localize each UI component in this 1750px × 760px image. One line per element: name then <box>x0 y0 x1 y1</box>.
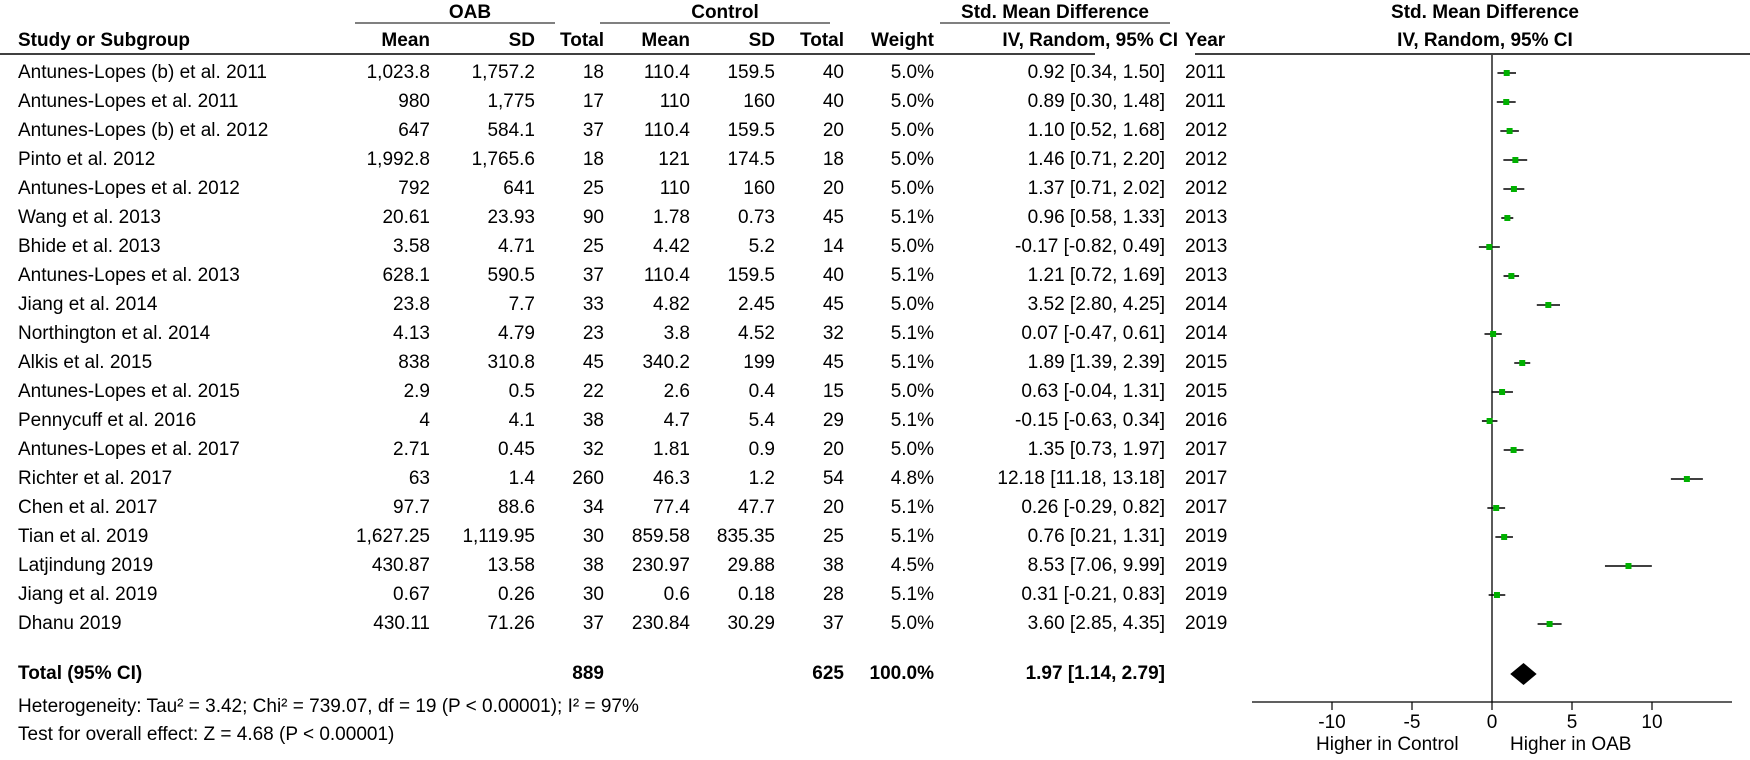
oab-sd: 1,765.6 <box>471 149 535 170</box>
study-name: Antunes-Lopes et al. 2015 <box>18 381 240 402</box>
study-name: Pinto et al. 2012 <box>18 149 156 170</box>
year: 2015 <box>1185 381 1228 402</box>
oab-total: 23 <box>582 323 604 344</box>
oab-total: 17 <box>582 91 604 112</box>
year: 2019 <box>1185 584 1228 605</box>
point-estimate <box>1547 621 1553 627</box>
control-mean: 230.97 <box>631 555 690 576</box>
control-total: 20 <box>822 497 844 518</box>
study-name: Chen et al. 2017 <box>18 497 158 518</box>
study-name: Northington et al. 2014 <box>18 323 211 344</box>
oab-sd: 310.8 <box>487 352 535 373</box>
control-total: 40 <box>822 91 844 112</box>
oab-mean: 628.1 <box>382 265 430 286</box>
year: 2019 <box>1185 526 1228 547</box>
header-smd: Std. Mean Difference <box>961 2 1149 23</box>
year: 2013 <box>1185 207 1228 228</box>
point-estimate <box>1487 418 1493 424</box>
point-estimate <box>1508 273 1514 279</box>
header-study: Study or Subgroup <box>18 30 191 51</box>
year: 2013 <box>1185 265 1228 286</box>
control-sd: 29.88 <box>727 555 775 576</box>
smd-ci: 1.46 [0.71, 2.20] <box>1027 149 1165 170</box>
header-oab-sd: SD <box>508 30 535 51</box>
plot-method: IV, Random, 95% CI <box>1397 30 1573 51</box>
oab-total: 18 <box>582 62 604 83</box>
heterogeneity-text: Heterogeneity: Tau² = 3.42; Chi² = 739.07, df = 19 (P < 0.00001); I² = 97% <box>18 696 639 717</box>
plot-marks <box>1252 55 1732 733</box>
smd-ci: 12.18 [11.18, 13.18] <box>997 468 1165 489</box>
year: 2019 <box>1185 555 1228 576</box>
weight: 5.0% <box>890 149 934 170</box>
study-name: Antunes-Lopes et al. 2011 <box>18 91 239 112</box>
control-mean: 110.4 <box>643 62 690 83</box>
control-total: 45 <box>822 352 844 373</box>
control-total: 15 <box>822 381 844 402</box>
smd-ci: 3.60 [2.85, 4.35] <box>1027 613 1165 634</box>
weight: 5.0% <box>890 294 934 315</box>
weight: 5.0% <box>890 62 934 83</box>
header-weight: Weight <box>871 30 934 51</box>
oab-mean: 1,627.25 <box>356 526 430 547</box>
point-estimate <box>1511 447 1517 453</box>
oab-sd: 4.1 <box>508 410 535 431</box>
point-estimate <box>1490 331 1496 337</box>
control-sd: 5.4 <box>748 410 775 431</box>
control-total: 32 <box>822 323 844 344</box>
oab-total: 37 <box>582 613 604 634</box>
oab-sd: 0.26 <box>498 584 535 605</box>
control-sd: 30.29 <box>727 613 775 634</box>
oab-sd: 13.58 <box>487 555 535 576</box>
smd-ci: 1.37 [0.71, 2.02] <box>1027 178 1165 199</box>
control-sd: 0.4 <box>748 381 775 402</box>
oab-sd: 1.4 <box>508 468 535 489</box>
study-name: Wang et al. 2013 <box>18 207 161 228</box>
weight: 5.1% <box>890 497 934 518</box>
control-sd: 159.5 <box>727 265 775 286</box>
year: 2017 <box>1185 439 1228 460</box>
weight: 5.1% <box>890 584 934 605</box>
point-estimate <box>1519 360 1525 366</box>
oab-total: 25 <box>582 178 604 199</box>
study-name: Antunes-Lopes et al. 2012 <box>18 178 240 199</box>
smd-ci: -0.15 [-0.63, 0.34] <box>1015 410 1165 431</box>
oab-mean: 430.87 <box>371 555 430 576</box>
study-name: Bhide et al. 2013 <box>18 236 161 257</box>
oab-mean: 1,023.8 <box>366 62 430 83</box>
oab-sd: 1,757.2 <box>471 62 535 83</box>
oab-total: 33 <box>582 294 604 315</box>
favours-left-label: Higher in Control <box>1316 734 1459 755</box>
oab-sd: 4.79 <box>498 323 535 344</box>
point-estimate <box>1493 505 1499 511</box>
control-sd: 0.9 <box>748 439 775 460</box>
control-total: 28 <box>822 584 844 605</box>
header-ctl-total: Total <box>800 30 844 51</box>
point-estimate <box>1504 215 1510 221</box>
oab-mean: 838 <box>398 352 430 373</box>
x-tick-label: -5 <box>1403 712 1421 733</box>
control-mean: 77.4 <box>653 497 690 518</box>
smd-ci: 0.26 [-0.29, 0.82] <box>1021 497 1165 518</box>
control-sd: 835.35 <box>716 526 775 547</box>
year: 2012 <box>1185 149 1228 170</box>
study-name: Jiang et al. 2019 <box>18 584 158 605</box>
control-total: 45 <box>822 294 844 315</box>
oab-mean: 792 <box>398 178 430 199</box>
control-total: 14 <box>822 236 844 257</box>
oab-mean: 647 <box>398 120 430 141</box>
point-estimate <box>1486 244 1492 250</box>
control-sd: 1.2 <box>748 468 775 489</box>
weight: 4.8% <box>890 468 934 489</box>
header-ctl-mean: Mean <box>641 30 690 51</box>
smd-ci: 0.07 [-0.47, 0.61] <box>1021 323 1165 344</box>
oab-sd: 71.26 <box>487 613 535 634</box>
smd-ci: 1.89 [1.39, 2.39] <box>1027 352 1165 373</box>
study-name: Latjindung 2019 <box>18 555 154 576</box>
oab-sd: 584.1 <box>487 120 535 141</box>
total-weight: 100.0% <box>869 663 934 684</box>
control-sd: 159.5 <box>727 120 775 141</box>
study-name: Dhanu 2019 <box>18 613 122 634</box>
x-tick-label: 10 <box>1641 712 1663 733</box>
control-sd: 47.7 <box>738 497 775 518</box>
smd-ci: 3.52 [2.80, 4.25] <box>1027 294 1165 315</box>
control-mean: 110.4 <box>643 120 690 141</box>
header-year: Year <box>1185 30 1226 51</box>
x-tick-label: -10 <box>1318 712 1346 733</box>
study-name: Antunes-Lopes et al. 2017 <box>18 439 240 460</box>
control-mean: 46.3 <box>653 468 690 489</box>
point-estimate <box>1684 476 1690 482</box>
point-estimate <box>1507 128 1513 134</box>
oab-sd: 641 <box>503 178 535 199</box>
oab-total: 90 <box>582 207 604 228</box>
total-oab: 889 <box>572 663 604 684</box>
control-mean: 110.4 <box>643 265 690 286</box>
year: 2012 <box>1185 120 1228 141</box>
study-name: Richter et al. 2017 <box>18 468 173 489</box>
total-ci: 1.97 [1.14, 2.79] <box>1025 663 1165 684</box>
control-sd: 0.73 <box>738 207 775 228</box>
control-total: 20 <box>822 439 844 460</box>
oab-mean: 4 <box>419 410 430 431</box>
oab-sd: 590.5 <box>487 265 535 286</box>
oab-mean: 430.11 <box>373 613 430 634</box>
smd-ci: 0.76 [0.21, 1.31] <box>1027 526 1165 547</box>
weight: 5.0% <box>890 236 934 257</box>
total-label: Total (95% CI) <box>18 663 143 684</box>
weight: 5.1% <box>890 207 934 228</box>
point-estimate <box>1504 70 1510 76</box>
control-sd: 160 <box>743 178 775 199</box>
study-name: Jiang et al. 2014 <box>18 294 158 315</box>
control-mean: 4.42 <box>653 236 690 257</box>
study-name: Alkis et al. 2015 <box>18 352 153 373</box>
overall-effect-text: Test for overall effect: Z = 4.68 (P < 0.00001) <box>18 724 395 745</box>
control-sd: 160 <box>743 91 775 112</box>
control-mean: 859.58 <box>631 526 690 547</box>
control-sd: 159.5 <box>727 62 775 83</box>
oab-total: 34 <box>582 497 604 518</box>
smd-ci: 1.10 [0.52, 1.68] <box>1027 120 1165 141</box>
control-total: 40 <box>822 265 844 286</box>
header-oab: OAB <box>448 2 492 23</box>
year: 2017 <box>1185 468 1228 489</box>
control-mean: 110 <box>659 91 690 112</box>
year: 2013 <box>1185 236 1228 257</box>
oab-sd: 1,775 <box>487 91 535 112</box>
oab-mean: 97.7 <box>393 497 430 518</box>
x-tick-label: 0 <box>1486 712 1498 733</box>
weight: 5.1% <box>890 410 934 431</box>
total-control: 625 <box>812 663 844 684</box>
control-sd: 2.45 <box>738 294 775 315</box>
oab-total: 38 <box>582 555 604 576</box>
control-total: 40 <box>822 62 844 83</box>
oab-mean: 63 <box>408 468 430 489</box>
year: 2011 <box>1185 62 1226 83</box>
point-estimate <box>1503 99 1509 105</box>
smd-ci: 1.35 [0.73, 1.97] <box>1027 439 1165 460</box>
point-estimate <box>1494 592 1500 598</box>
oab-sd: 7.7 <box>508 294 535 315</box>
control-mean: 2.6 <box>663 381 690 402</box>
weight: 5.0% <box>890 381 934 402</box>
control-mean: 121 <box>658 149 690 170</box>
oab-mean: 3.58 <box>393 236 430 257</box>
oab-total: 37 <box>582 120 604 141</box>
study-name: Tian et al. 2019 <box>18 526 149 547</box>
control-sd: 5.2 <box>748 236 775 257</box>
control-sd: 199 <box>743 352 775 373</box>
control-total: 18 <box>822 149 844 170</box>
point-estimate <box>1511 186 1517 192</box>
x-tick-label: 5 <box>1566 712 1578 733</box>
control-total: 29 <box>822 410 844 431</box>
control-mean: 1.81 <box>653 439 690 460</box>
oab-mean: 0.67 <box>393 584 430 605</box>
oab-mean: 2.9 <box>403 381 430 402</box>
weight: 5.1% <box>890 265 934 286</box>
year: 2016 <box>1185 410 1228 431</box>
weight: 5.0% <box>890 91 934 112</box>
oab-mean: 980 <box>398 91 430 112</box>
point-estimate <box>1625 563 1631 569</box>
control-mean: 340.2 <box>642 352 690 373</box>
weight: 5.0% <box>890 613 934 634</box>
oab-total: 22 <box>582 381 604 402</box>
year: 2017 <box>1185 497 1228 518</box>
year: 2014 <box>1185 323 1228 344</box>
oab-total: 30 <box>582 526 604 547</box>
weight: 5.0% <box>890 439 934 460</box>
control-mean: 230.84 <box>631 613 690 634</box>
control-sd: 0.18 <box>738 584 775 605</box>
weight: 5.1% <box>890 526 934 547</box>
year: 2019 <box>1185 613 1228 634</box>
point-estimate <box>1545 302 1551 308</box>
weight: 5.0% <box>890 120 934 141</box>
point-estimate <box>1501 534 1507 540</box>
control-sd: 174.5 <box>727 149 775 170</box>
control-total: 37 <box>822 613 844 634</box>
control-total: 20 <box>822 120 844 141</box>
oab-total: 18 <box>582 149 604 170</box>
weight: 4.5% <box>890 555 934 576</box>
favours-right-label: Higher in OAB <box>1510 734 1632 755</box>
oab-total: 32 <box>582 439 604 460</box>
control-mean: 3.8 <box>663 323 690 344</box>
header-ctl-sd: SD <box>748 30 775 51</box>
smd-ci: -0.17 [-0.82, 0.49] <box>1015 236 1165 257</box>
oab-mean: 4.13 <box>393 323 430 344</box>
control-total: 20 <box>822 178 844 199</box>
smd-ci: 0.96 [0.58, 1.33] <box>1027 207 1165 228</box>
oab-mean: 2.71 <box>393 439 430 460</box>
oab-mean: 1,992.8 <box>366 149 430 170</box>
plot-title: Std. Mean Difference <box>1391 2 1579 23</box>
weight: 5.1% <box>890 352 934 373</box>
control-mean: 4.82 <box>653 294 690 315</box>
point-estimate <box>1499 389 1505 395</box>
control-mean: 4.7 <box>663 410 690 431</box>
header-control: Control <box>691 2 759 23</box>
study-name: Antunes-Lopes (b) et al. 2012 <box>18 120 269 141</box>
point-estimate <box>1512 157 1518 163</box>
oab-sd: 23.93 <box>487 207 535 228</box>
study-name: Pennycuff et al. 2016 <box>18 410 197 431</box>
header-oab-total: Total <box>560 30 604 51</box>
oab-total: 38 <box>582 410 604 431</box>
smd-ci: 0.92 [0.34, 1.50] <box>1027 62 1165 83</box>
header-oab-mean: Mean <box>381 30 430 51</box>
smd-ci: 0.63 [-0.04, 1.31] <box>1021 381 1165 402</box>
oab-mean: 20.61 <box>382 207 430 228</box>
control-total: 25 <box>822 526 844 547</box>
oab-total: 30 <box>582 584 604 605</box>
control-total: 45 <box>822 207 844 228</box>
oab-sd: 4.71 <box>498 236 535 257</box>
smd-ci: 1.21 [0.72, 1.69] <box>1027 265 1165 286</box>
control-sd: 4.52 <box>738 323 775 344</box>
smd-ci: 0.89 [0.30, 1.48] <box>1027 91 1165 112</box>
weight: 5.1% <box>890 323 934 344</box>
smd-ci: 0.31 [-0.21, 0.83] <box>1021 584 1165 605</box>
oab-total: 45 <box>582 352 604 373</box>
smd-ci: 8.53 [7.06, 9.99] <box>1027 555 1165 576</box>
control-mean: 1.78 <box>653 207 690 228</box>
control-total: 38 <box>822 555 844 576</box>
control-mean: 110 <box>659 178 690 199</box>
year: 2015 <box>1185 352 1228 373</box>
year: 2011 <box>1185 91 1226 112</box>
study-name: Antunes-Lopes et al. 2013 <box>18 265 240 286</box>
oab-total: 37 <box>582 265 604 286</box>
year: 2012 <box>1185 178 1228 199</box>
year: 2014 <box>1185 294 1228 315</box>
oab-sd: 1,119.95 <box>462 526 535 547</box>
control-total: 54 <box>822 468 844 489</box>
oab-mean: 23.8 <box>393 294 430 315</box>
header-method: IV, Random, 95% CI <box>1002 30 1178 51</box>
oab-sd: 88.6 <box>498 497 535 518</box>
oab-total: 25 <box>582 236 604 257</box>
weight: 5.0% <box>890 178 934 199</box>
oab-total: 260 <box>572 468 604 489</box>
control-mean: 0.6 <box>663 584 690 605</box>
pooled-diamond <box>1510 663 1536 685</box>
study-name: Antunes-Lopes (b) et al. 2011 <box>18 62 267 83</box>
oab-sd: 0.45 <box>498 439 535 460</box>
oab-sd: 0.5 <box>508 381 535 402</box>
